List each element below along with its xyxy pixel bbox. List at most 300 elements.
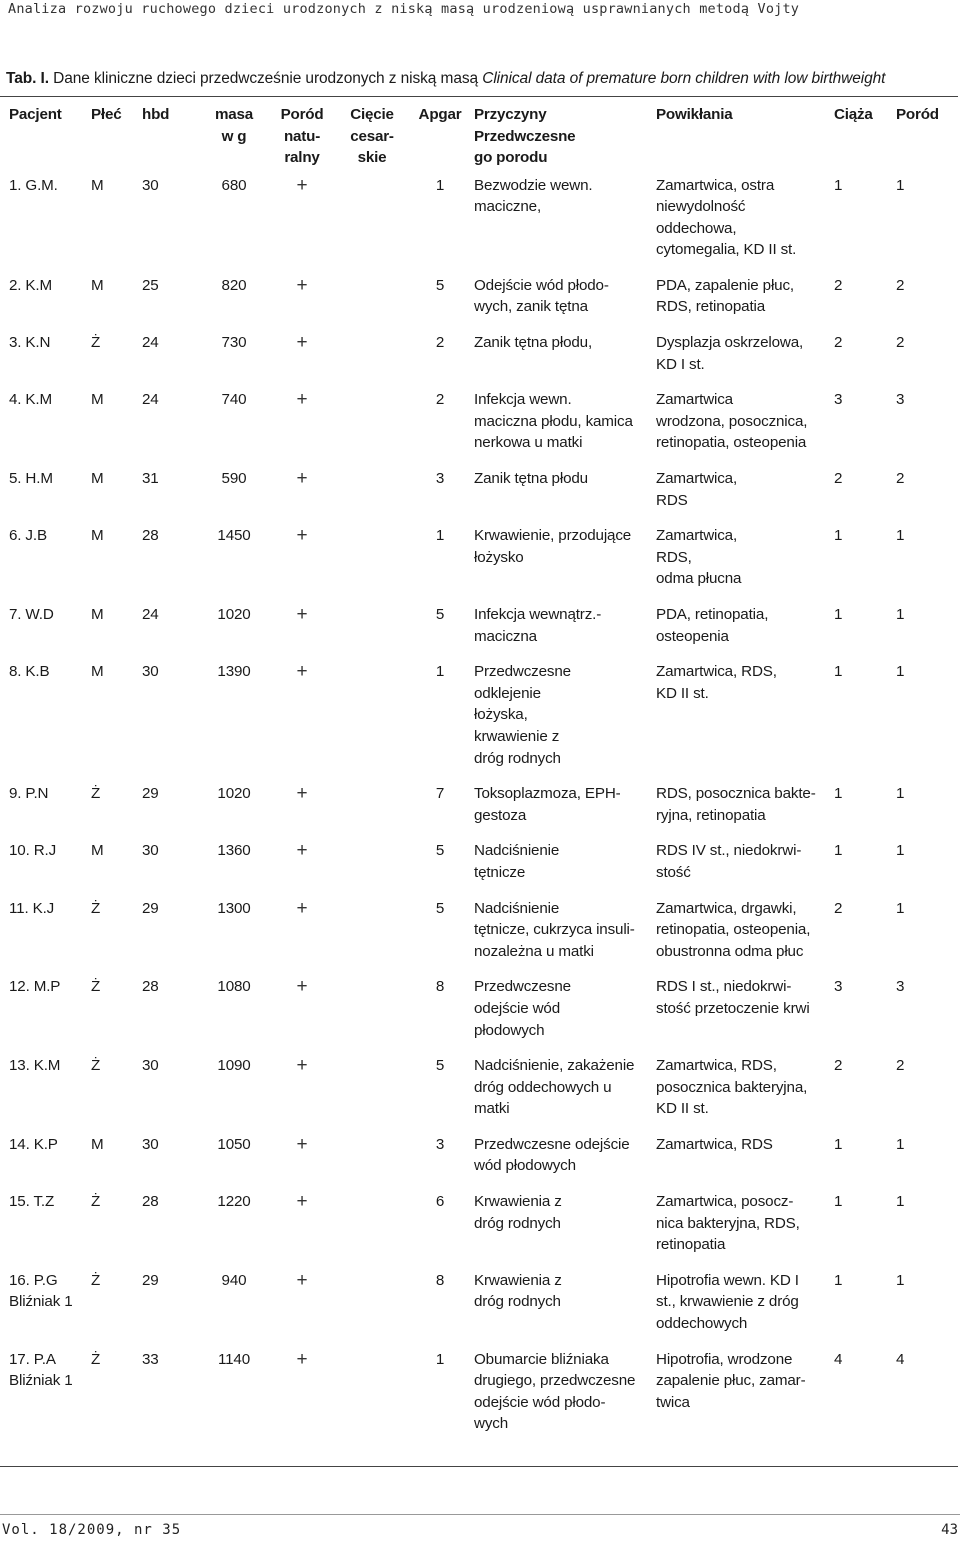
- cell-hbd: 25: [142, 276, 159, 294]
- cell-apgar: 3: [435, 470, 445, 488]
- cell-pacjent: [0, 1270, 91, 1349]
- cell-przyczyny-line: Zanik tętna płodu,: [474, 334, 593, 352]
- cell-przyczyny: [474, 840, 656, 897]
- cell-porod-naturalny: +: [296, 1055, 308, 1077]
- cell-porod-naturalny: +: [296, 604, 308, 625]
- cell-pacjent: [0, 1134, 91, 1191]
- table-row: [0, 1134, 958, 1191]
- cell-masa: 820: [221, 276, 247, 294]
- cell-przyczyny-line: Krwawienia z: [474, 1271, 562, 1289]
- cell-powiklania-line: Zamartwica, RDS: [656, 1135, 773, 1153]
- cell-ciecie-cesarskie: [338, 1270, 406, 1349]
- cell-przyczyny-line: Krwawienie, przodujące: [474, 527, 632, 545]
- cell-plec: M: [91, 1135, 104, 1153]
- cell-masa: 680: [221, 176, 247, 194]
- cell-przyczyny-line: Przedwczesne odejście: [474, 1135, 630, 1153]
- cell-powiklania-line: Zamartwica,: [656, 527, 738, 545]
- cell-plec: Ż: [91, 785, 101, 803]
- cell-porod: 1: [896, 1135, 905, 1153]
- cell-pacjent-line: 1. G.M.: [9, 176, 58, 194]
- cell-przyczyny: [474, 661, 656, 783]
- cell-apgar: 1: [435, 176, 445, 194]
- cell-przyczyny-line: wych: [474, 1415, 509, 1433]
- cell-ciecie-cesarskie: [338, 332, 406, 389]
- running-header: Analiza rozwoju ruchowego dzieci urodzonych z niską masą urodzeniową usprawnianych metodą Vojty: [8, 1, 800, 17]
- cell-przyczyny-line: dróg rodnych: [474, 1293, 561, 1311]
- cell-pacjent: [0, 332, 91, 389]
- journal-volume: Vol. 18/2009, nr 35: [2, 1522, 182, 1538]
- cell-przyczyny-line: Nadciśnienie: [474, 899, 560, 917]
- cell-ciecie-cesarskie: [338, 898, 406, 977]
- cell-hbd: 30: [142, 1057, 159, 1075]
- cell-porod-naturalny: +: [296, 1133, 308, 1155]
- cell-powiklania-line: retinopatia, osteopenia,: [656, 921, 811, 939]
- cell-ciecie-cesarskie: [338, 525, 406, 604]
- cell-ciecie-cesarskie: [338, 1191, 406, 1270]
- cell-masa: 1360: [217, 842, 251, 860]
- cell-powiklania: [656, 525, 834, 604]
- cell-hbd: 24: [142, 391, 159, 409]
- cell-hbd: 30: [142, 176, 159, 194]
- cell-ciecie-cesarskie: [338, 604, 406, 661]
- cell-pacjent: [0, 783, 91, 840]
- cell-porod: 1: [896, 1193, 905, 1211]
- cell-pacjent-line: 12. M.P: [9, 978, 61, 996]
- cell-powiklania-line: stość: [656, 863, 691, 881]
- cell-przyczyny-line: łożyska,: [474, 706, 528, 724]
- cell-pacjent: [0, 604, 91, 661]
- cell-apgar: 6: [435, 1193, 445, 1211]
- table-row: [0, 1055, 958, 1134]
- cell-przyczyny-line: matki: [474, 1100, 510, 1118]
- cell-przyczyny: [474, 525, 656, 604]
- cell-ciaza: 3: [834, 391, 843, 409]
- cell-pacjent: [0, 275, 91, 332]
- cell-powiklania-line: RDS: [656, 491, 688, 509]
- cell-powiklania-line: osteopenia: [656, 627, 729, 645]
- cell-powiklania: [656, 1134, 834, 1191]
- cell-pacjent: [0, 389, 91, 468]
- cell-przyczyny-line: maciczne,: [474, 198, 542, 216]
- cell-masa: 1140: [217, 1350, 251, 1368]
- cell-przyczyny: [474, 275, 656, 332]
- col-apgar: Apgar: [418, 106, 462, 123]
- cell-pacjent-line: 17. P.A: [9, 1350, 56, 1368]
- cell-powiklania-line: posocznica bakteryjna,: [656, 1078, 808, 1096]
- cell-plec: M: [91, 527, 104, 545]
- cell-przyczyny-line: maciczna płodu, kamica: [474, 412, 633, 430]
- cell-przyczyny-line: krwawienie z: [474, 727, 560, 745]
- cell-apgar: 7: [435, 785, 445, 803]
- cell-przyczyny-line: łożysko: [474, 548, 524, 566]
- footer-rule: [0, 1514, 960, 1515]
- table-row: [0, 898, 958, 977]
- cell-porod: 3: [896, 978, 905, 996]
- cell-masa: 1220: [217, 1193, 251, 1211]
- cell-apgar: 2: [435, 334, 445, 352]
- cell-ciaza: 2: [834, 1057, 843, 1075]
- cell-porod: 2: [896, 1057, 905, 1075]
- cell-ciaza: 2: [834, 899, 843, 917]
- cell-masa: 1450: [217, 527, 251, 545]
- cell-porod-naturalny: +: [296, 468, 308, 490]
- table-row: [0, 525, 958, 604]
- cell-powiklania-line: wrodzona, posocznica,: [656, 412, 808, 430]
- table-row: [0, 976, 958, 1055]
- cell-powiklania-line: Hipotrofia wewn. KD I: [656, 1271, 799, 1289]
- cell-porod-naturalny: +: [296, 661, 308, 683]
- cell-porod-naturalny: +: [296, 1191, 308, 1213]
- cell-porod: 1: [896, 606, 905, 623]
- table-row: [0, 1191, 958, 1270]
- cell-powiklania-line: Zamartwica, ostra: [656, 176, 775, 194]
- cell-powiklania-line: KD II st.: [656, 684, 709, 702]
- cell-przyczyny-line: dróg oddechowych u: [474, 1078, 612, 1096]
- cell-powiklania-line: RDS,: [656, 548, 692, 566]
- cell-apgar: 1: [435, 527, 445, 545]
- cell-porod-naturalny: +: [296, 274, 308, 296]
- cell-hbd: 28: [142, 527, 159, 545]
- cell-ciaza: 1: [834, 842, 843, 860]
- cell-przyczyny-line: Bezwodzie wewn.: [474, 176, 593, 194]
- cell-przyczyny: [474, 389, 656, 468]
- cell-przyczyny-line: nerkowa u matki: [474, 434, 583, 452]
- cell-przyczyny-line: płodowych: [474, 1021, 545, 1039]
- cell-plec: M: [91, 391, 104, 409]
- cell-przyczyny: [474, 1270, 656, 1349]
- cell-ciaza: 2: [834, 276, 843, 294]
- cell-powiklania-line: oddechowych: [656, 1315, 748, 1333]
- cell-apgar: 5: [435, 842, 445, 860]
- cell-masa: 1020: [217, 785, 251, 803]
- cell-plec: Ż: [91, 1193, 101, 1211]
- cell-przyczyny: [474, 175, 656, 275]
- cell-porod: 2: [896, 470, 905, 488]
- col-przyczyny: Przyczyny Przedwczesne go porodu: [474, 106, 576, 166]
- cell-powiklania-line: Zamartwica, drgawki,: [656, 899, 797, 917]
- cell-powiklania-line: Zamartwica,: [656, 470, 738, 488]
- cell-przyczyny: [474, 1191, 656, 1270]
- cell-masa: 730: [221, 334, 247, 352]
- cell-plec: M: [91, 842, 104, 860]
- cell-powiklania-line: Zamartwica: [656, 391, 733, 409]
- cell-przyczyny-line: Nadciśnienie: [474, 842, 560, 860]
- cell-hbd: 28: [142, 1193, 159, 1211]
- cell-pacjent: [0, 468, 91, 525]
- cell-masa: 1050: [217, 1135, 251, 1153]
- cell-przyczyny: [474, 604, 656, 661]
- table-row: [0, 661, 958, 783]
- cell-pacjent: [0, 175, 91, 275]
- cell-przyczyny-line: Przedwczesne: [474, 978, 571, 996]
- cell-ciecie-cesarskie: [338, 175, 406, 275]
- cell-hbd: 24: [142, 606, 159, 623]
- table-row: [0, 1349, 958, 1449]
- cell-powiklania: [656, 783, 834, 840]
- cell-ciaza: 2: [834, 334, 843, 352]
- cell-powiklania: [656, 175, 834, 275]
- cell-przyczyny-line: Nadciśnienie, zakażenie: [474, 1057, 635, 1075]
- cell-hbd: 31: [142, 470, 159, 488]
- cell-przyczyny-line: drugiego, przedwczesne: [474, 1372, 636, 1390]
- cell-powiklania-line: RDS IV st., niedokrwi-: [656, 842, 802, 860]
- table-row: [0, 468, 958, 525]
- cell-plec: M: [91, 470, 104, 488]
- cell-ciecie-cesarskie: [338, 468, 406, 525]
- cell-przyczyny-line: dróg rodnych: [474, 749, 561, 767]
- cell-apgar: 8: [435, 978, 445, 996]
- cell-pacjent-line: 4. K.M: [9, 391, 52, 409]
- cell-pacjent-line: 13. K.M: [9, 1057, 61, 1075]
- cell-pacjent-line: 11. K.J: [9, 899, 55, 917]
- table-row: [0, 783, 958, 840]
- cell-przyczyny-line: Obumarcie bliźniaka: [474, 1350, 609, 1368]
- table-caption: [6, 70, 885, 88]
- cell-masa: 940: [221, 1271, 247, 1289]
- cell-powiklania-line: PDA, retinopatia,: [656, 606, 769, 623]
- cell-ciecie-cesarskie: [338, 661, 406, 783]
- cell-pacjent-line: 8. K.B: [9, 663, 50, 681]
- cell-plec: Ż: [91, 1271, 101, 1289]
- table-row: [0, 175, 958, 275]
- col-pacjent: Pacjent: [9, 106, 62, 123]
- cell-porod: 4: [896, 1350, 905, 1368]
- cell-ciaza: 3: [834, 978, 843, 996]
- cell-pacjent: [0, 1191, 91, 1270]
- caption-label: Tab. I.: [6, 70, 49, 87]
- cell-hbd: 24: [142, 334, 159, 352]
- cell-powiklania-line: oddechowa,: [656, 219, 737, 237]
- col-masa: masa w g: [214, 106, 254, 145]
- cell-hbd: 30: [142, 1135, 159, 1153]
- cell-przyczyny-line: odejście wód: [474, 999, 561, 1017]
- cell-porod: 3: [896, 391, 905, 409]
- cell-przyczyny: [474, 898, 656, 977]
- cell-powiklania-line: zapalenie płuc, zamar-: [656, 1372, 806, 1390]
- cell-przyczyny-line: gestoza: [474, 806, 527, 824]
- table-row: [0, 840, 958, 897]
- cell-powiklania-line: Zamartwica, RDS,: [656, 1057, 777, 1075]
- cell-plec: Ż: [91, 899, 101, 917]
- cell-apgar: 3: [435, 1135, 445, 1153]
- cell-przyczyny-line: wych, zanik tętna: [474, 298, 588, 316]
- cell-przyczyny-line: odklejenie: [474, 684, 541, 702]
- cell-pacjent-line: 3. K.N: [9, 334, 51, 352]
- cell-plec: Ż: [91, 334, 101, 352]
- cell-porod-naturalny: +: [296, 840, 308, 862]
- col-powiklania: Powikłania: [656, 106, 733, 123]
- cell-przyczyny: [474, 1349, 656, 1449]
- cell-masa: 1390: [217, 663, 251, 681]
- cell-przyczyny-line: Krwawienia z: [474, 1193, 562, 1211]
- cell-przyczyny: [474, 1055, 656, 1134]
- cell-ciecie-cesarskie: [338, 389, 406, 468]
- cell-powiklania-line: KD II st.: [656, 1100, 709, 1118]
- table-row: [0, 1270, 958, 1349]
- cell-przyczyny: [474, 976, 656, 1055]
- cell-powiklania: [656, 1191, 834, 1270]
- cell-ciaza: 1: [834, 663, 843, 681]
- cell-powiklania-line: niewydolność: [656, 198, 746, 216]
- cell-masa: 1020: [217, 606, 251, 623]
- cell-przyczyny: [474, 468, 656, 525]
- cell-ciaza: 1: [834, 176, 843, 194]
- cell-porod-naturalny: +: [296, 332, 308, 354]
- cell-powiklania-line: stość przetoczenie krwi: [656, 999, 810, 1017]
- cell-powiklania: [656, 661, 834, 783]
- cell-powiklania-line: nica bakteryjna, RDS,: [656, 1214, 800, 1232]
- table-top-rule: [0, 96, 958, 97]
- table-row: [0, 604, 958, 661]
- cell-plec: M: [91, 276, 104, 294]
- cell-porod-naturalny: +: [296, 976, 308, 998]
- cell-plec: M: [91, 663, 104, 681]
- cell-ciecie-cesarskie: [338, 1055, 406, 1134]
- cell-hbd: 28: [142, 978, 159, 996]
- cell-powiklania: [656, 468, 834, 525]
- cell-plec: Ż: [91, 1350, 101, 1368]
- table-row: [0, 275, 958, 332]
- cell-ciaza: 2: [834, 470, 843, 488]
- cell-ciecie-cesarskie: [338, 840, 406, 897]
- cell-powiklania-line: RDS, posocznica bakte-: [656, 785, 816, 803]
- col-ciaza: Ciąża: [834, 106, 873, 123]
- cell-pacjent: [0, 1055, 91, 1134]
- cell-apgar: 1: [435, 1350, 445, 1368]
- cell-powiklania: [656, 275, 834, 332]
- cell-powiklania-line: retinopatia: [656, 1236, 726, 1254]
- cell-apgar: 5: [435, 606, 445, 623]
- cell-przyczyny: [474, 332, 656, 389]
- cell-ciecie-cesarskie: [338, 976, 406, 1055]
- cell-ciaza: 1: [834, 1193, 843, 1211]
- cell-powiklania: [656, 332, 834, 389]
- cell-pacjent-line: 7. W.D: [9, 606, 54, 623]
- cell-ciecie-cesarskie: [338, 1349, 406, 1449]
- cell-powiklania: [656, 840, 834, 897]
- cell-powiklania: [656, 1270, 834, 1349]
- cell-powiklania-line: st., krwawienie z dróg: [656, 1293, 799, 1311]
- cell-masa: 740: [221, 391, 247, 409]
- cell-powiklania-line: RDS I st., niedokrwi-: [656, 978, 792, 996]
- cell-apgar: 8: [435, 1271, 445, 1289]
- cell-apgar: 5: [435, 899, 445, 917]
- cell-pacjent: [0, 525, 91, 604]
- cell-powiklania-line: Dysplazja oskrzelowa,: [656, 334, 804, 352]
- caption-english: Clinical data of premature born children with low birthweight: [482, 70, 886, 87]
- cell-powiklania-line: KD I st.: [656, 355, 705, 373]
- cell-plec: Ż: [91, 978, 101, 996]
- cell-porod: 1: [896, 785, 905, 803]
- cell-przyczyny: [474, 783, 656, 840]
- cell-porod-naturalny: +: [296, 389, 308, 411]
- cell-pacjent-line: 9. P.N: [9, 785, 49, 803]
- cell-przyczyny-line: Przedwczesne: [474, 663, 571, 681]
- cell-powiklania-line: PDA, zapalenie płuc,: [656, 276, 794, 294]
- cell-apgar: 5: [435, 276, 445, 294]
- cell-porod-naturalny: +: [296, 525, 308, 547]
- cell-pacjent-line: 2. K.M: [9, 276, 52, 294]
- cell-porod: 1: [896, 1271, 905, 1289]
- cell-porod-naturalny: +: [296, 897, 308, 919]
- cell-pacjent: [0, 898, 91, 977]
- cell-pacjent-line: Bliźniak 1: [9, 1293, 73, 1311]
- cell-porod-naturalny: +: [296, 1348, 308, 1370]
- cell-ciecie-cesarskie: [338, 1134, 406, 1191]
- cell-porod-naturalny: +: [296, 783, 308, 805]
- cell-powiklania-line: RDS, retinopatia: [656, 298, 766, 316]
- cell-powiklania: [656, 1055, 834, 1134]
- cell-przyczyny-line: odejście wód płodo-: [474, 1393, 606, 1411]
- cell-powiklania-line: twica: [656, 1393, 690, 1411]
- cell-pacjent-line: 14. K.P: [9, 1135, 58, 1153]
- cell-porod: 2: [896, 334, 905, 352]
- cell-powiklania: [656, 976, 834, 1055]
- cell-pacjent: [0, 840, 91, 897]
- cell-porod: 1: [896, 176, 905, 194]
- cell-powiklania: [656, 898, 834, 977]
- cell-pacjent: [0, 661, 91, 783]
- cell-przyczyny: [474, 1134, 656, 1191]
- cell-masa: 1300: [217, 899, 251, 917]
- cell-plec: M: [91, 176, 104, 194]
- table-bottom-rule: [0, 1466, 958, 1467]
- cell-hbd: 29: [142, 785, 159, 803]
- cell-pacjent-line: 6. J.B: [9, 527, 47, 545]
- cell-pacjent-line: 15. T.Z: [9, 1193, 55, 1211]
- cell-przyczyny-line: tętnicze: [474, 863, 526, 881]
- cell-ciaza: 4: [834, 1350, 843, 1368]
- cell-pacjent-line: 10. R.J: [9, 842, 57, 860]
- cell-ciecie-cesarskie: [338, 275, 406, 332]
- cell-powiklania: [656, 389, 834, 468]
- cell-przyczyny-line: tętnicze, cukrzyca insuli-: [474, 921, 635, 939]
- cell-powiklania-line: obustronna odma płuc: [656, 942, 804, 960]
- cell-porod: 2: [896, 276, 905, 294]
- cell-ciaza: 1: [834, 527, 843, 545]
- cell-porod: 1: [896, 663, 905, 681]
- cell-hbd: 33: [142, 1350, 159, 1368]
- table-header: [0, 99, 958, 175]
- cell-apgar: 5: [435, 1057, 445, 1075]
- clinical-data-table: [0, 99, 958, 1449]
- cell-ciaza: 1: [834, 606, 843, 623]
- cell-przyczyny-line: wód płodowych: [474, 1157, 576, 1175]
- cell-hbd: 29: [142, 899, 159, 917]
- table-body: [0, 175, 958, 1450]
- cell-porod-naturalny: +: [296, 1269, 308, 1291]
- cell-przyczyny-line: maciczna: [474, 627, 537, 645]
- cell-plec: M: [91, 606, 104, 623]
- cell-powiklania: [656, 604, 834, 661]
- col-porod: Poród: [896, 106, 939, 123]
- cell-hbd: 30: [142, 663, 159, 681]
- cell-apgar: 2: [435, 391, 445, 409]
- cell-porod: 1: [896, 527, 905, 545]
- table-row: [0, 332, 958, 389]
- cell-porod: 1: [896, 899, 905, 917]
- caption-polish: Dane kliniczne dzieci przedwcześnie urodzonych z niską masą: [53, 70, 479, 87]
- cell-powiklania-line: Zamartwica, RDS,: [656, 663, 777, 681]
- cell-przyczyny-line: Infekcja wewnątrz.-: [474, 606, 602, 623]
- cell-porod: 1: [896, 842, 905, 860]
- cell-ciaza: 1: [834, 1271, 843, 1289]
- cell-przyczyny-line: Zanik tętna płodu: [474, 470, 588, 488]
- cell-masa: 590: [221, 470, 247, 488]
- cell-przyczyny-line: Infekcja wewn.: [474, 391, 572, 409]
- cell-ciaza: 1: [834, 785, 843, 803]
- cell-plec: Ż: [91, 1057, 101, 1075]
